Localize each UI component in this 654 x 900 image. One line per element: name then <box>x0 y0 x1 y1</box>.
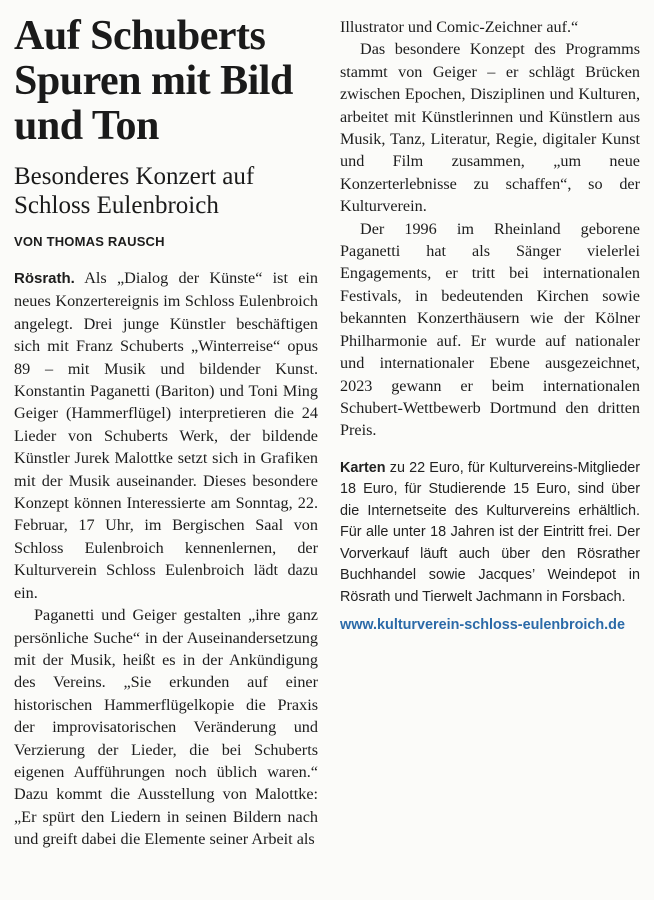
info-label: Karten <box>340 459 386 476</box>
paragraph-4: Der 1996 im Rheinland geborene Paganetti hat als Sänger vielerlei Engagements, er tritt bei internationalen Festivals, in bedeutenden Kirchen sowie bekannten Konzerthäusern wie der Kölner Philharmonie auf. Er wurde auf nationaler und internationaler Ebene ausgezeichnet, 2023 gewann er beim internationalen Schubert-Wettbewerb Dortmund den dritten Preis. <box>340 219 640 440</box>
article-body-left <box>14 267 318 851</box>
left-column <box>14 14 318 851</box>
subheadline: Besonderes Konzert auf Schloss Eulenbroich <box>14 163 255 219</box>
info-text: zu 22 Euro, für Kulturvereins-Mitglieder 18 Euro, für Studierende 15 Euro, sind über die Internetseite des Kulturvereins erhältlich. Für alle unter 18 Jahren ist der Eintritt frei. Der Vorverkauf läuft auch über den Rösrather Buchhandel sowie Jacques’ Weindepot in Rösrath und Tierwelt Jachmann in Forsbach. <box>340 459 640 605</box>
paragraph-3: Das besondere Konzept des Programms stammt von Geiger – er schlägt Brücken zwischen Epochen, Disziplinen und Kulturen, arbeitet mit Künstlerinnen und Künstlern aus Musik, Tanz, Literatur, Regie, digitaler Kunst und Film zusammen, „um neue Konzerterlebnisse zu schaffen“, so der Kulturverein. <box>340 40 640 216</box>
right-column <box>340 16 640 637</box>
article-body-right <box>340 16 640 442</box>
website-link[interactable]: www.kulturverein-schloss-eulenbroich.de <box>340 617 625 634</box>
paragraph-2-continued: Illustrator und Comic-Zeichner auf.“ <box>340 18 579 36</box>
paragraph-1-text: Als „Dialog der Künste“ ist ein neues Konzertereignis im Schloss Eulenbroich angelegt. Drei junge Künstler beschäftigen sich mit Franz Schuberts „Winterreise“ opus 89 – mit Musik und bildender Kunst. Konstantin Paganetti (Bariton) und Toni Ming Geiger (Hammerflügel) interpretieren die 24 Lieder von Schuberts Werk, der bildende Künstler Jurek Malottke setzt sich in Grafiken mit der Musik auseinander. Dieses besondere Konzept können Interessierte am Sonntag, 22. Februar, 17 Uhr, im Bergischen Saal von Schloss Eulenbroich kennenlernen, der Kulturverein Schloss Eulenbroich lädt dazu ein. <box>14 269 319 602</box>
headline: Auf Schuberts Spuren mit Bild und Ton <box>14 13 293 149</box>
ticket-info <box>340 458 640 609</box>
paragraph-2: Paganetti und Geiger gestalten „ihre ganz persönliche Suche“ in der Auseinandersetzung mit der Musik, heißt es in der Ankündigung des Vereins. „Sie erkunden auf einer historischen Hammerflügelkopie die Praxis der improvisatorischen Veränderung und Verzierung der Lieder, die bei Schuberts eigenen Aufführungen noch üblich waren.“ Dazu kommt die Ausstellung von Malottke: „Er spürt den Liedern in seinen Bildern nach und greift dabei die Elemente seiner Arbeit als <box>14 606 318 849</box>
byline: VON THOMAS RAUSCH <box>14 234 165 249</box>
paragraph-1 <box>14 267 318 604</box>
dateline: Rösrath. <box>14 270 75 287</box>
